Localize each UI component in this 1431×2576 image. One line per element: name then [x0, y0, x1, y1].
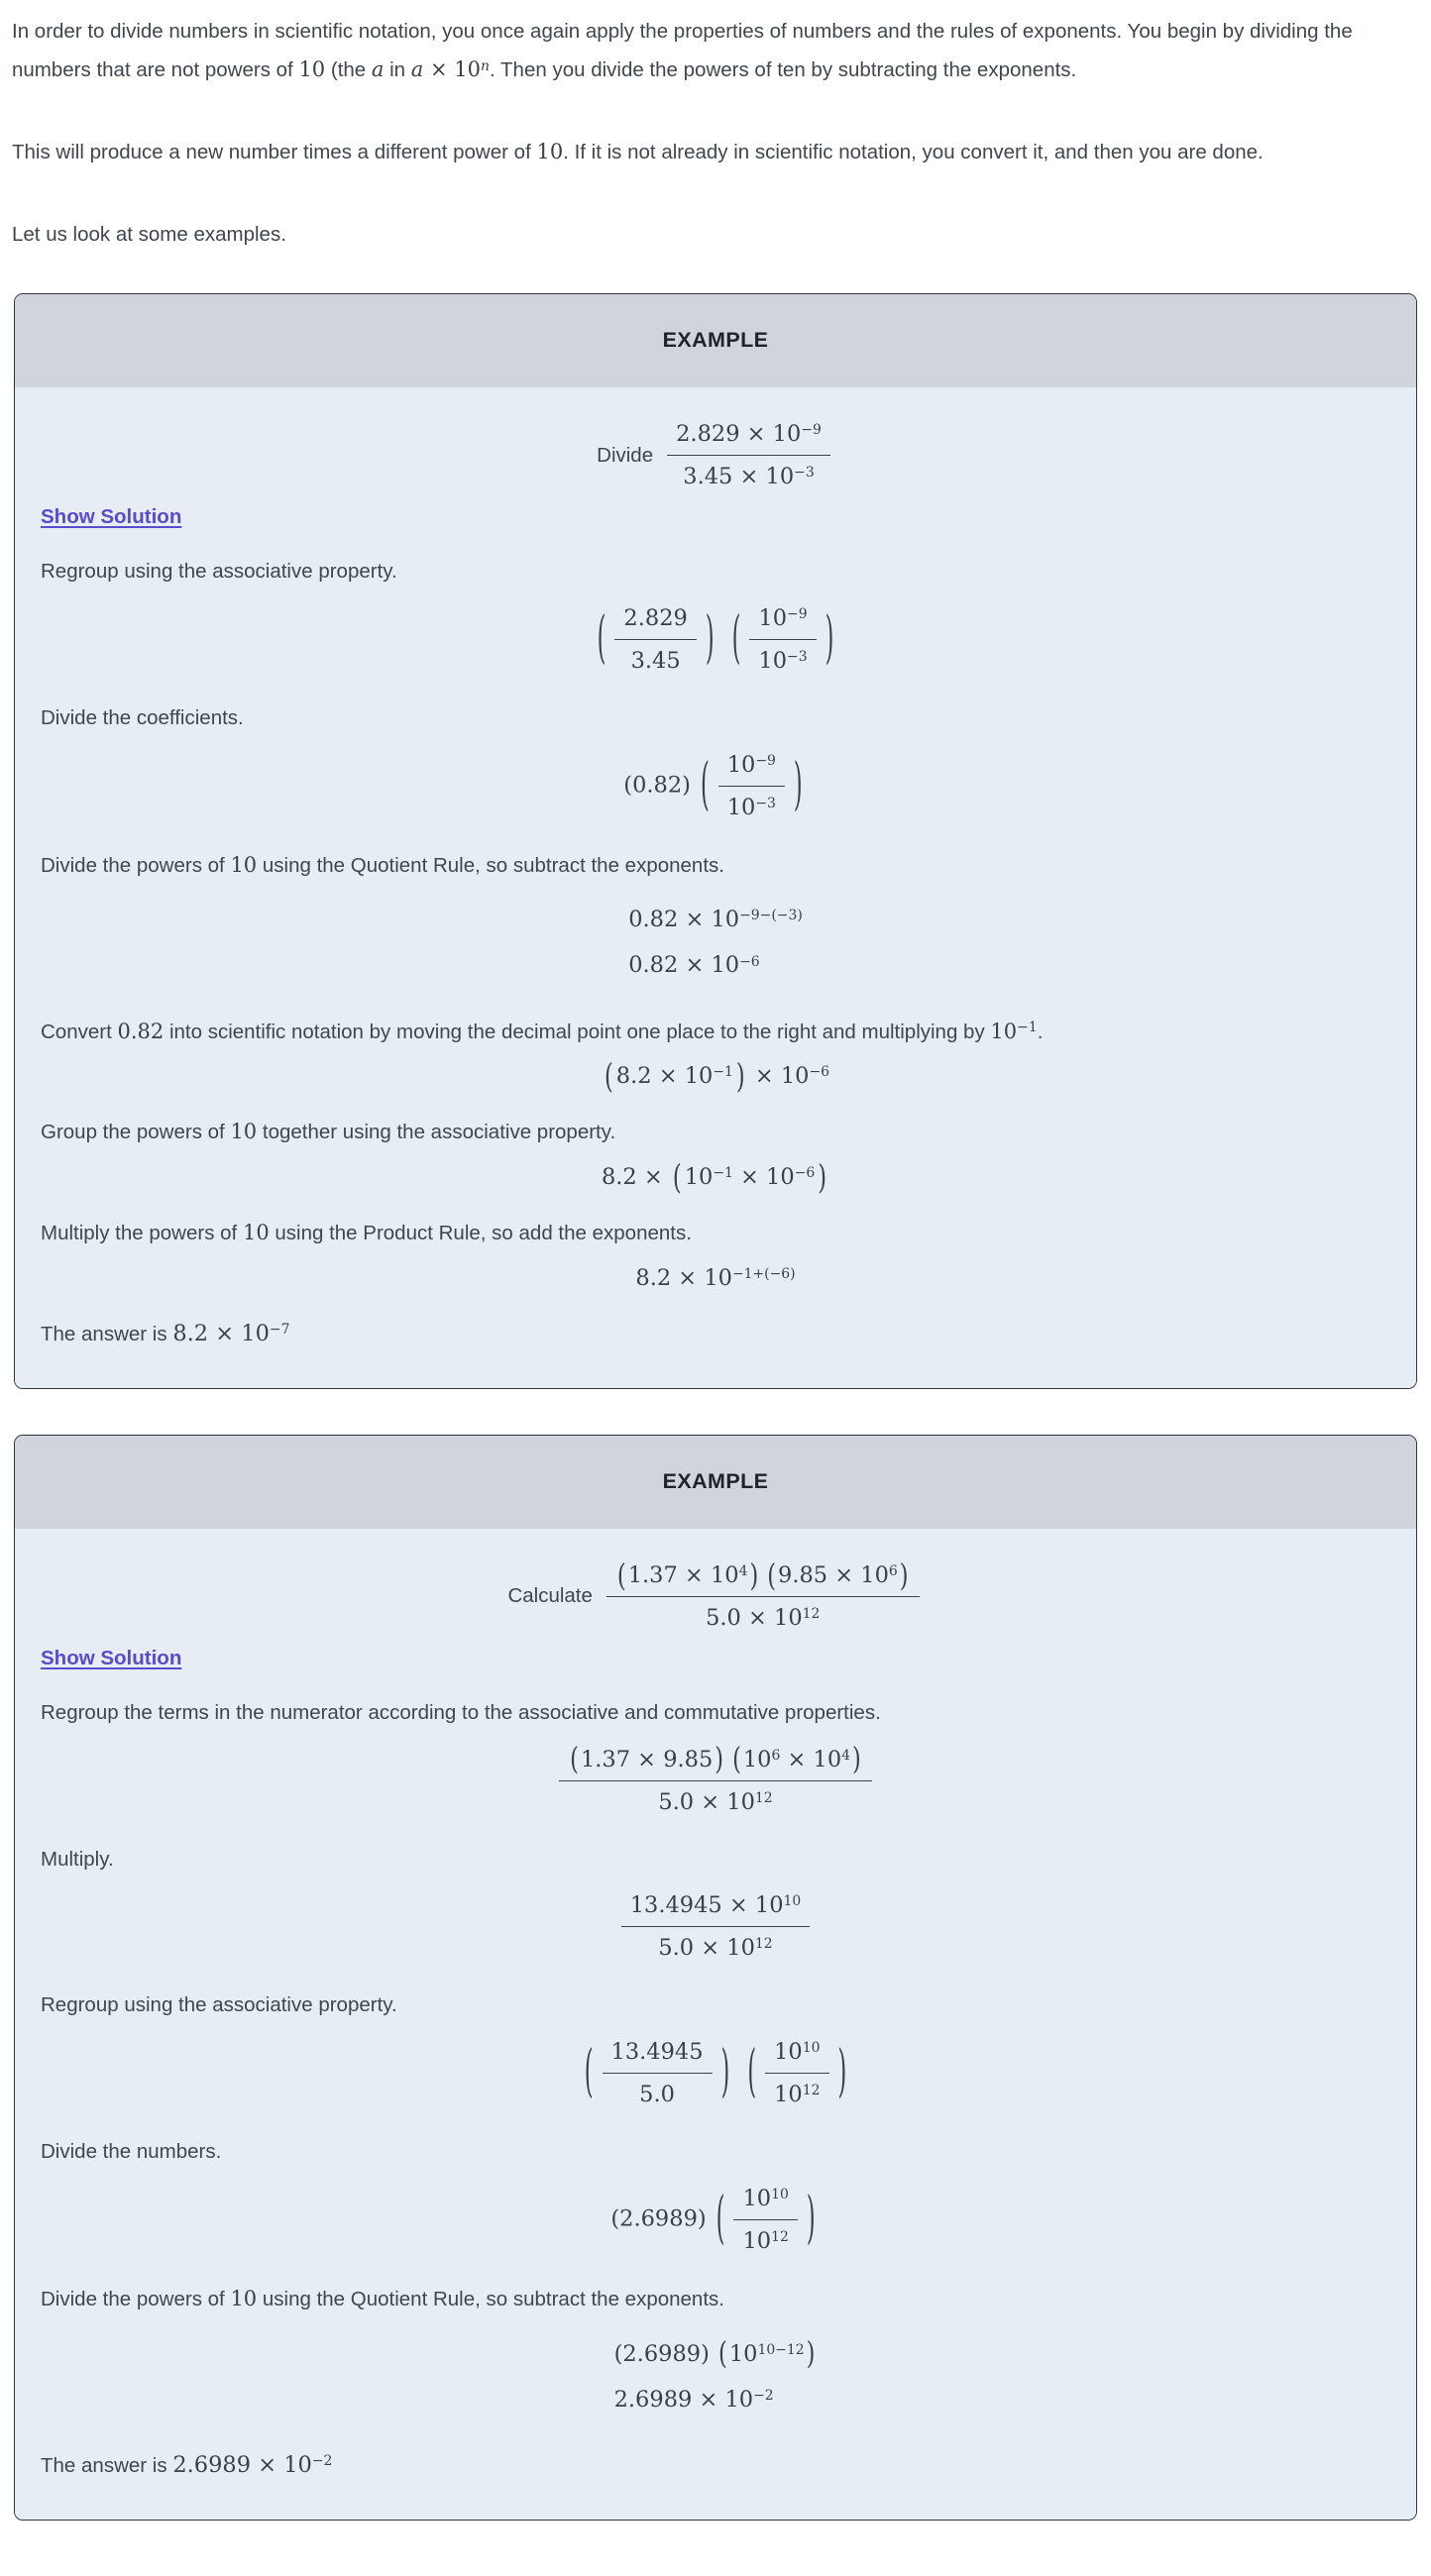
numerator — [765, 2037, 828, 2074]
exponent: 4 — [841, 1747, 851, 1764]
show-solution-link[interactable]: Show Solution — [41, 1646, 182, 1669]
step-text-part: using the Quotient Rule, so subtract the exponents. — [257, 853, 724, 877]
left-paren-icon: ( — [584, 2039, 594, 2106]
math-row — [614, 2377, 818, 2422]
numerator: 2.829 — [614, 603, 696, 640]
inline-math: 10 — [536, 140, 564, 163]
numerator — [718, 750, 785, 787]
exponent: 12 — [802, 2083, 821, 2099]
exponent: −3 — [755, 795, 776, 811]
denominator — [749, 640, 816, 676]
math-text: 2.829 × 10 — [676, 421, 802, 447]
example1-step1-math — [41, 603, 1390, 676]
step-text-part: Multiply the powers of — [41, 1222, 243, 1244]
right-paren-icon: ) — [793, 752, 803, 818]
example1-problem — [41, 419, 1390, 491]
example1-step5-math — [41, 1158, 1390, 1198]
inline-math: 10 — [242, 1221, 270, 1244]
exponent: −3 — [787, 648, 808, 665]
exponent: −9 — [787, 605, 808, 622]
math-text: 1.37 × 9.85 — [580, 1746, 714, 1772]
inline-math: × 10 — [423, 57, 481, 81]
math-row — [628, 942, 803, 988]
exponent: 6 — [888, 1562, 898, 1579]
example1-step4-math — [41, 1057, 1390, 1097]
step-text: Multiply. — [41, 1847, 114, 1871]
fraction — [718, 750, 785, 822]
math-text: 10 — [774, 2039, 803, 2065]
right-paren-icon: ) — [806, 2186, 816, 2252]
exponent: −7 — [269, 1321, 290, 1338]
example2-step4-math — [41, 2184, 1390, 2256]
math-text: 10 — [728, 2340, 758, 2367]
denominator: 5.0 — [639, 2082, 675, 2107]
math-text: 8.2 × 10 — [615, 1063, 714, 1090]
left-paren-icon: ( — [767, 1557, 777, 1593]
math-text: 10 — [758, 647, 788, 674]
example2-step5-math — [41, 2331, 1390, 2422]
answer-text: The answer is — [41, 2453, 173, 2477]
denominator: 3.45 — [630, 647, 681, 674]
math-text: × 10 — [732, 1164, 795, 1190]
math-text: 8.2 × — [601, 1164, 670, 1190]
math-text: 10 — [742, 2227, 772, 2254]
numerator — [559, 1742, 872, 1781]
step-text: Divide the numbers. — [41, 2140, 222, 2163]
left-paren-icon: ( — [718, 2336, 727, 2372]
exponent: −6 — [809, 1064, 830, 1081]
math-text: 2.6989 × 10 — [172, 2451, 312, 2478]
example2-step1-math — [41, 1742, 1390, 1817]
right-paren-icon: ) — [735, 1057, 745, 1097]
denominator — [765, 2074, 828, 2109]
right-paren-icon: ) — [818, 1158, 827, 1198]
fraction — [606, 1557, 920, 1633]
left-paren-icon: ( — [616, 1557, 626, 1593]
denominator — [606, 1597, 920, 1633]
right-paren-icon: ) — [749, 1557, 759, 1593]
right-paren-icon: ) — [720, 2039, 730, 2106]
numerator — [606, 1557, 920, 1597]
math-text: 0.82 × 10 — [628, 907, 740, 933]
math-text: 10 — [726, 794, 756, 820]
math-stack — [614, 2331, 818, 2422]
left-paren-icon: ( — [731, 605, 741, 672]
right-paren-icon: ) — [837, 2039, 847, 2106]
example2-title: EXAMPLE — [662, 1468, 769, 1493]
exponent: 10−12 — [757, 2341, 805, 2358]
exponent: −1+(−6) — [731, 1265, 796, 1282]
exponent: 10 — [802, 2040, 821, 2057]
intro-text: in — [384, 58, 411, 81]
intro-paragraph-3: Let us look at some examples. — [12, 223, 286, 246]
exponent: −9 — [801, 422, 822, 439]
inline-math: 0.82 — [117, 1019, 165, 1043]
step-text — [41, 850, 1390, 882]
exponent: 12 — [802, 1605, 821, 1622]
exponent: −1 — [713, 1165, 733, 1182]
math-text: × 10 — [780, 1746, 842, 1772]
math-text: 3.45 × 10 — [683, 464, 795, 489]
right-paren-icon: ) — [852, 1742, 861, 1777]
numerator — [733, 2184, 797, 2220]
example2-problem — [41, 1557, 1390, 1633]
denominator — [718, 787, 785, 822]
step-text-part: together using the associative property. — [257, 1121, 616, 1144]
math-text: 5.0 × 10 — [658, 1935, 755, 1962]
numerator — [667, 419, 830, 456]
right-paren-icon: ) — [899, 1557, 909, 1593]
example2-step3-math — [41, 2037, 1390, 2109]
step-text: Divide the coefficients. — [41, 705, 244, 729]
intro-text: . If it is not already in scientific notation, you convert it, and then you are done. — [563, 141, 1264, 163]
numerator — [621, 1890, 811, 1927]
problem-label: Calculate — [507, 1584, 593, 1608]
math-text: (0.82) — [623, 772, 691, 798]
inline-math: 10 — [230, 2286, 258, 2310]
example1-step6-math — [41, 1265, 1390, 1291]
math-text: (2.6989) — [610, 2205, 707, 2232]
inline-math — [172, 2452, 332, 2478]
step-text: Regroup using the associative property. — [41, 560, 397, 583]
left-paren-icon: ( — [672, 1158, 682, 1198]
exponent: −9−(−3) — [739, 908, 803, 924]
fraction — [614, 603, 696, 676]
answer-text: The answer is — [41, 1322, 173, 1345]
inline-math-variable: a — [410, 57, 424, 81]
step-text: Regroup the terms in the numerator according to the associative and commutative properties. — [41, 1700, 881, 1724]
math-text: 5.0 × 10 — [706, 1604, 803, 1631]
left-paren-icon: ( — [604, 1057, 613, 1097]
left-paren-icon: ( — [597, 605, 606, 672]
step-text-part: Divide the powers of — [41, 2287, 231, 2310]
numerator — [749, 603, 816, 640]
left-paren-icon: ( — [700, 752, 710, 818]
left-paren-icon: ( — [732, 1742, 741, 1777]
problem-label: Divide — [597, 443, 654, 467]
exponent: −2 — [311, 2452, 333, 2469]
intro-paragraph-2 — [12, 133, 1368, 171]
math-text: 0.82 × 10 — [628, 952, 740, 979]
denominator — [621, 1927, 811, 1963]
math-text: 5.0 × 10 — [658, 1788, 755, 1815]
math-text: × 10 — [747, 1063, 810, 1090]
exponent: −6 — [794, 1165, 816, 1182]
example1-body — [15, 387, 1416, 1388]
show-solution-row — [41, 1647, 1390, 1670]
fraction — [621, 1890, 811, 1963]
example1-title: EXAMPLE — [662, 328, 769, 352]
inline-math: 10 — [230, 852, 258, 877]
denominator — [733, 2220, 797, 2256]
math-text: 10 — [758, 604, 788, 631]
step-text-part: using the Product Rule, so add the exponents. — [269, 1222, 692, 1244]
intro-text: (the — [325, 58, 372, 81]
inline-math-variable: a — [371, 57, 385, 81]
step-text: Regroup using the associative property. — [41, 1993, 397, 2017]
right-paren-icon: ) — [715, 1742, 724, 1777]
inline-math: 10 — [230, 1120, 258, 1144]
math-text: 10 — [684, 1164, 714, 1190]
intro-text: This will produce a new number times a different power of — [12, 141, 537, 163]
example1-answer — [41, 1321, 1390, 1346]
example1-step2-math — [41, 750, 1390, 822]
exponent: 12 — [754, 1789, 773, 1806]
exponent: −3 — [794, 465, 815, 482]
exponent: 12 — [754, 1936, 773, 1953]
right-paren-icon: ) — [806, 2336, 816, 2372]
exponent: −2 — [753, 2387, 774, 2404]
inline-math: 10 — [298, 57, 326, 81]
step-text-part: into scientific notation by moving the decimal point one place to the right and multiplying by — [164, 1020, 991, 1043]
exponent: −1 — [1017, 1020, 1038, 1036]
math-text: 2.6989 × 10 — [613, 2386, 754, 2413]
left-paren-icon: ( — [716, 2186, 725, 2252]
denominator — [667, 456, 830, 491]
exponent: −6 — [739, 953, 760, 970]
inline-math — [172, 1321, 289, 1346]
math-stack — [628, 897, 803, 988]
math-text: 1.37 × 10 — [627, 1561, 739, 1588]
fraction — [765, 2037, 828, 2109]
step-text — [41, 1117, 1390, 1148]
step-text-part: Convert — [41, 1020, 118, 1043]
numerator: 13.4945 — [603, 2037, 713, 2074]
math-text: 10 — [774, 2082, 803, 2107]
example-box-1 — [14, 293, 1417, 1389]
math-text: 10 — [742, 1746, 772, 1772]
math-row — [614, 2331, 818, 2377]
denominator — [559, 1781, 872, 1817]
intro-text: . Then you divide the powers of ten by subtracting the exponents. — [490, 58, 1077, 81]
step-text-part: using the Quotient Rule, so subtract the exponents. — [257, 2287, 724, 2310]
math-text: (2.6989) — [613, 2340, 717, 2367]
exponent: 4 — [738, 1562, 748, 1579]
example1-step3-math — [41, 897, 1390, 988]
exponent: −1 — [713, 1064, 733, 1081]
right-paren-icon: ) — [825, 605, 834, 672]
example1-header — [15, 294, 1416, 387]
step-text — [41, 2284, 1390, 2315]
math-text: 8.2 × 10 — [635, 1264, 732, 1291]
math-text: 8.2 × 10 — [172, 1320, 270, 1346]
exponent: 6 — [771, 1747, 781, 1764]
math-text: 13.4945 × 10 — [629, 1892, 784, 1919]
intro-text: In order to divide numbers in scientific notation, you once again apply the properties of numbers and the rules of exponents. You begin by dividing the numbers that are not powers of — [12, 20, 1353, 81]
show-solution-row — [41, 505, 1390, 529]
step-text-part: . — [1037, 1020, 1044, 1043]
fraction — [749, 603, 816, 676]
exponent: 12 — [771, 2228, 789, 2245]
math-text: 10 — [726, 751, 756, 778]
step-text-part: Divide the powers of — [41, 853, 231, 877]
math-text: 10 — [742, 2185, 772, 2211]
example2-body — [15, 1529, 1416, 2520]
example-box-2 — [14, 1435, 1417, 2521]
math-row — [628, 897, 803, 942]
step-text — [41, 1218, 1390, 1249]
left-paren-icon: ( — [570, 1742, 579, 1777]
example2-header — [15, 1436, 1416, 1529]
fraction — [559, 1742, 872, 1817]
right-paren-icon: ) — [705, 605, 715, 672]
inline-math: 10 — [990, 1019, 1018, 1043]
fraction — [667, 419, 830, 491]
example2-step2-math — [41, 1890, 1390, 1963]
intro-paragraph-1 — [12, 12, 1368, 89]
example2-answer — [41, 2452, 1390, 2478]
fraction — [603, 2037, 713, 2109]
exponent: 10 — [771, 2186, 789, 2202]
exponent: 10 — [783, 1893, 802, 1910]
math-text: 9.85 × 10 — [778, 1561, 889, 1588]
left-paren-icon: ( — [747, 2039, 757, 2106]
exponent: n — [480, 57, 491, 74]
show-solution-link[interactable]: Show Solution — [41, 505, 182, 528]
fraction — [733, 2184, 797, 2256]
step-text — [41, 1017, 1390, 1048]
exponent: −9 — [755, 752, 776, 769]
step-text-part: Group the powers of — [41, 1121, 231, 1144]
